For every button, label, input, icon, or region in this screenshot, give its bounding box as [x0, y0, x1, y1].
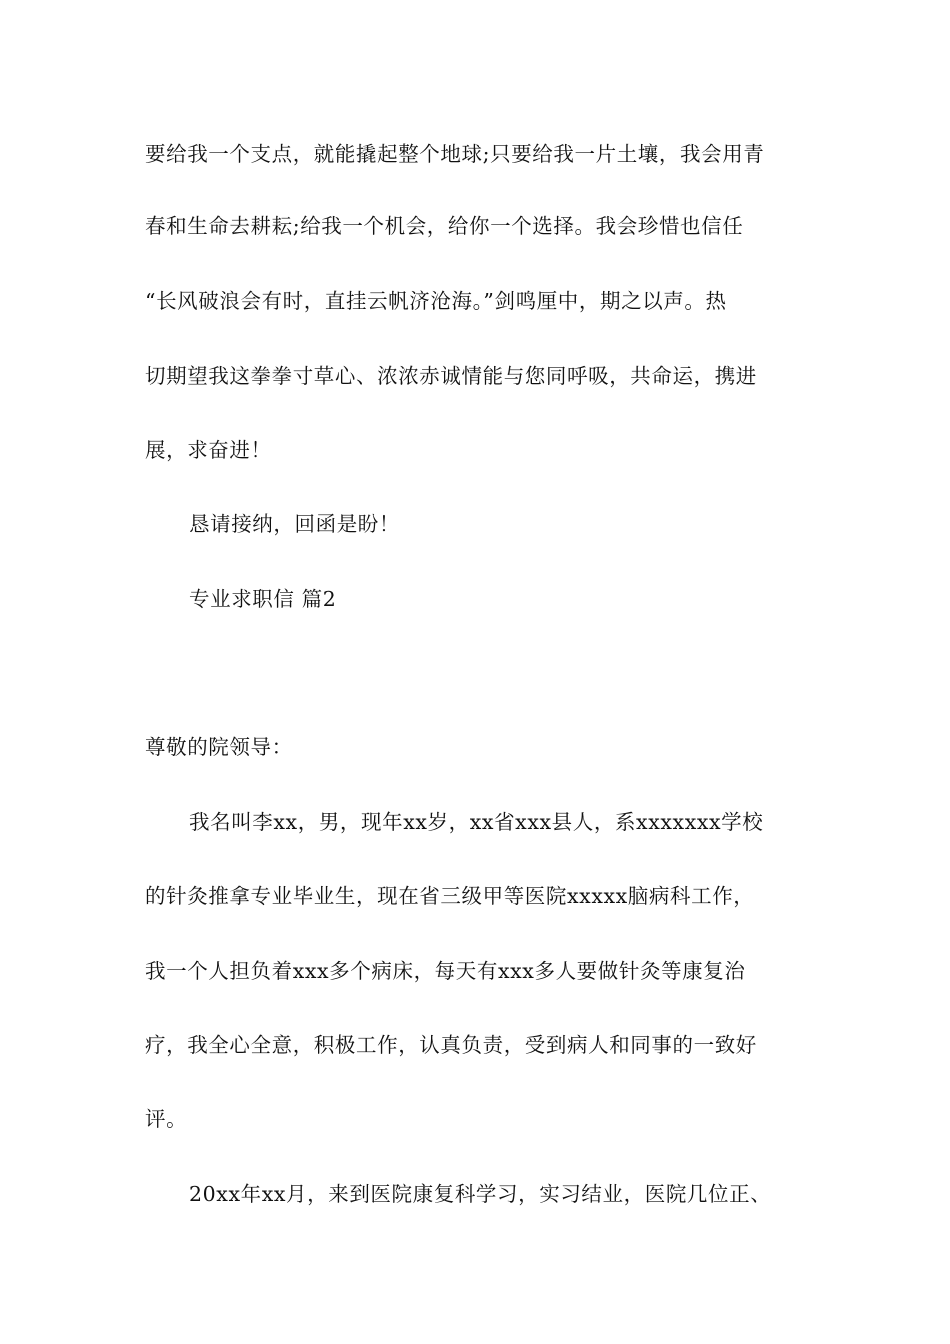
paragraph-line: 20xx年xx月，来到医院康复科学习，实习结业，医院几位正、	[189, 1182, 772, 1206]
paragraph-line: 的针灸推拿专业毕业生，现在省三级甲等医院xxxxx脑病科工作，	[145, 884, 755, 908]
paragraph-line: 疗，我全心全意，积极工作，认真负责，受到病人和同事的一致好	[145, 1033, 757, 1057]
closing-request-line: 恳请接纳，回函是盼！	[189, 512, 400, 536]
paragraph-line: 评。	[145, 1107, 188, 1131]
paragraph-line: 我一个人担负着xxx多个病床，每天有xxx多人要做针灸等康复治	[145, 959, 746, 983]
paragraph-line: “长风破浪会有时，直挂云帆济沧海。”剑鸣厘中，期之以声。热	[145, 289, 727, 313]
paragraph-line: 我名叫李xx，男，现年xx岁，xx省xxx县人，系xxxxxxx学校	[189, 810, 764, 834]
salutation-line: 尊敬的院领导：	[145, 735, 293, 759]
paragraph-line: 切期望我这拳拳寸草心、浓浓赤诚情能与您同呼吸，共命运，携进	[145, 364, 757, 388]
section-heading: 专业求职信 篇2	[189, 587, 337, 611]
paragraph-line: 春和生命去耕耘;给我一个机会，给你一个选择。我会珍惜也信任	[145, 214, 744, 238]
paragraph-line: 要给我一个支点，就能撬起整个地球;只要给我一片土壤，我会用青	[145, 142, 765, 166]
paragraph-line: 展，求奋进！	[145, 438, 272, 462]
